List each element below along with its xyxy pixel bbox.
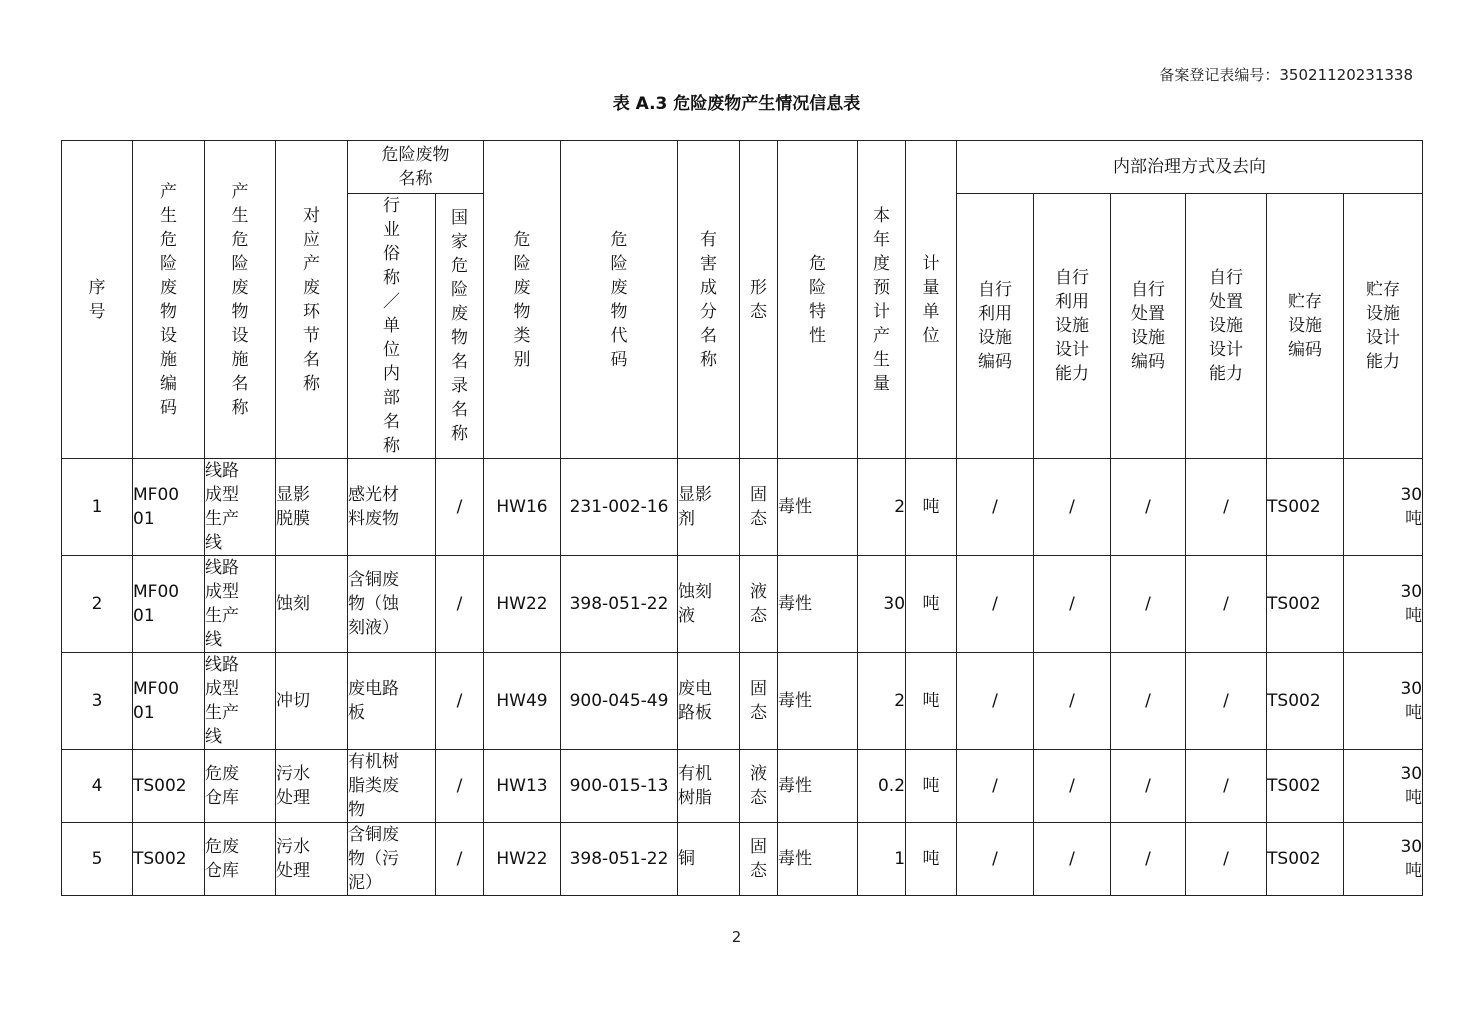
cell-storage-cap: 30吨: [1344, 556, 1423, 653]
header-self-use-cap: 自行利用设施设计能力: [1034, 194, 1111, 459]
table-row: [62, 459, 1423, 556]
cell-category: HW22: [484, 556, 561, 653]
header-waste-name-group: 危险废物名称: [348, 141, 484, 194]
cell-self-dispose-code: /: [1111, 556, 1186, 653]
cell-code: 900-045-49: [561, 653, 678, 750]
cell-unit: 吨: [906, 653, 957, 750]
cell-seq: 4: [62, 750, 133, 823]
cell-industry-name: 含铜废物（蚀刻液）: [348, 556, 436, 653]
cell-facility-name: 线路成型生产线: [205, 459, 276, 556]
cell-form: 固态: [740, 459, 778, 556]
cell-amount: 2: [858, 459, 906, 556]
header-property: 危险特性: [778, 141, 858, 459]
cell-seq: 1: [62, 459, 133, 556]
cell-national-name: /: [436, 750, 484, 823]
table-title: 表 A.3 危险废物产生情况信息表: [612, 94, 861, 114]
cell-facility-code: MF0001: [133, 653, 205, 750]
cell-process: 污水处理: [276, 750, 348, 823]
cell-self-dispose-cap: /: [1186, 653, 1267, 750]
header-storage-code: 贮存设施编码: [1267, 194, 1344, 459]
cell-self-dispose-code: /: [1111, 823, 1186, 896]
cell-harmful: 铜: [678, 823, 740, 896]
cell-self-dispose-cap: /: [1186, 750, 1267, 823]
cell-facility-code: TS002: [133, 823, 205, 896]
cell-unit: 吨: [906, 459, 957, 556]
header-self-dispose-cap: 自行处置设施设计能力: [1186, 194, 1267, 459]
cell-harmful: 废电路板: [678, 653, 740, 750]
cell-harmful: 显影剂: [678, 459, 740, 556]
header-unit: 计量单位: [906, 141, 957, 459]
header-amount: 本年度预计产生量: [858, 141, 906, 459]
cell-self-use-code: /: [957, 556, 1034, 653]
header-category: 危险废物类别: [484, 141, 561, 459]
cell-national-name: /: [436, 556, 484, 653]
cell-self-use-code: /: [957, 653, 1034, 750]
cell-self-dispose-cap: /: [1186, 823, 1267, 896]
cell-seq: 5: [62, 823, 133, 896]
cell-national-name: /: [436, 653, 484, 750]
cell-category: HW13: [484, 750, 561, 823]
cell-code: 398-051-22: [561, 556, 678, 653]
cell-facility-code: MF0001: [133, 556, 205, 653]
cell-form: 液态: [740, 556, 778, 653]
cell-self-dispose-code: /: [1111, 459, 1186, 556]
header-internal-group: 内部治理方式及去向: [957, 141, 1423, 194]
cell-self-dispose-cap: /: [1186, 459, 1267, 556]
cell-amount: 30: [858, 556, 906, 653]
cell-self-dispose-code: /: [1111, 653, 1186, 750]
header-seq: 序号: [62, 141, 133, 459]
cell-category: HW49: [484, 653, 561, 750]
cell-self-use-cap: /: [1034, 653, 1111, 750]
cell-process: 显影脱膜: [276, 459, 348, 556]
hazardous-waste-table: [61, 140, 1423, 896]
cell-storage-code: TS002: [1267, 823, 1344, 896]
cell-facility-code: TS002: [133, 750, 205, 823]
cell-storage-cap: 30吨: [1344, 459, 1423, 556]
cell-facility-name: 危废仓库: [205, 823, 276, 896]
cell-national-name: /: [436, 823, 484, 896]
cell-industry-name: 含铜废物（污泥）: [348, 823, 436, 896]
header-facility-name: 产生危险废物设施名称: [205, 141, 276, 459]
registration-number: 备案登记表编号：35021120231338: [1159, 66, 1413, 84]
header-industry-name: 行业俗称／单位内部名称: [348, 194, 436, 459]
table-row: [62, 556, 1423, 653]
cell-self-use-code: /: [957, 459, 1034, 556]
cell-amount: 0.2: [858, 750, 906, 823]
cell-self-use-cap: /: [1034, 556, 1111, 653]
cell-storage-code: TS002: [1267, 750, 1344, 823]
cell-storage-code: TS002: [1267, 556, 1344, 653]
cell-code: 231-002-16: [561, 459, 678, 556]
cell-storage-cap: 30吨: [1344, 823, 1423, 896]
table-row: [62, 750, 1423, 823]
cell-property: 毒性: [778, 750, 858, 823]
cell-industry-name: 感光材料废物: [348, 459, 436, 556]
cell-self-use-cap: /: [1034, 459, 1111, 556]
cell-property: 毒性: [778, 653, 858, 750]
cell-facility-name: 线路成型生产线: [205, 653, 276, 750]
cell-storage-cap: 30吨: [1344, 750, 1423, 823]
cell-property: 毒性: [778, 556, 858, 653]
cell-process: 冲切: [276, 653, 348, 750]
cell-self-dispose-cap: /: [1186, 556, 1267, 653]
cell-form: 固态: [740, 653, 778, 750]
cell-self-use-cap: /: [1034, 750, 1111, 823]
cell-form: 液态: [740, 750, 778, 823]
cell-national-name: /: [436, 459, 484, 556]
cell-harmful: 有机树脂: [678, 750, 740, 823]
table-row: [62, 823, 1423, 896]
cell-code: 900-015-13: [561, 750, 678, 823]
header-storage-cap: 贮存设施设计能力: [1344, 194, 1423, 459]
header-form: 形态: [740, 141, 778, 459]
header-process: 对应产废环节名称: [276, 141, 348, 459]
header-self-use-code: 自行利用设施编码: [957, 194, 1034, 459]
cell-property: 毒性: [778, 823, 858, 896]
cell-category: HW22: [484, 823, 561, 896]
cell-form: 固态: [740, 823, 778, 896]
cell-amount: 1: [858, 823, 906, 896]
cell-process: 蚀刻: [276, 556, 348, 653]
header-self-dispose-code: 自行处置设施编码: [1111, 194, 1186, 459]
table-row: [62, 653, 1423, 750]
cell-code: 398-051-22: [561, 823, 678, 896]
header-harmful: 有害成分名称: [678, 141, 740, 459]
cell-facility-name: 危废仓库: [205, 750, 276, 823]
cell-process: 污水处理: [276, 823, 348, 896]
header-national-name: 国家危险废物名录名称: [436, 194, 484, 459]
cell-unit: 吨: [906, 823, 957, 896]
cell-industry-name: 废电路板: [348, 653, 436, 750]
cell-amount: 2: [858, 653, 906, 750]
cell-unit: 吨: [906, 556, 957, 653]
cell-industry-name: 有机树脂类废物: [348, 750, 436, 823]
cell-facility-code: MF0001: [133, 459, 205, 556]
header-facility-code: 产生危险废物设施编码: [133, 141, 205, 459]
cell-category: HW16: [484, 459, 561, 556]
page-number: 2: [731, 928, 742, 946]
cell-self-use-cap: /: [1034, 823, 1111, 896]
cell-seq: 2: [62, 556, 133, 653]
cell-facility-name: 线路成型生产线: [205, 556, 276, 653]
cell-unit: 吨: [906, 750, 957, 823]
cell-storage-cap: 30吨: [1344, 653, 1423, 750]
cell-storage-code: TS002: [1267, 653, 1344, 750]
cell-self-dispose-code: /: [1111, 750, 1186, 823]
cell-seq: 3: [62, 653, 133, 750]
cell-harmful: 蚀刻液: [678, 556, 740, 653]
header-code: 危险废物代码: [561, 141, 678, 459]
cell-self-use-code: /: [957, 750, 1034, 823]
cell-storage-code: TS002: [1267, 459, 1344, 556]
cell-property: 毒性: [778, 459, 858, 556]
cell-self-use-code: /: [957, 823, 1034, 896]
